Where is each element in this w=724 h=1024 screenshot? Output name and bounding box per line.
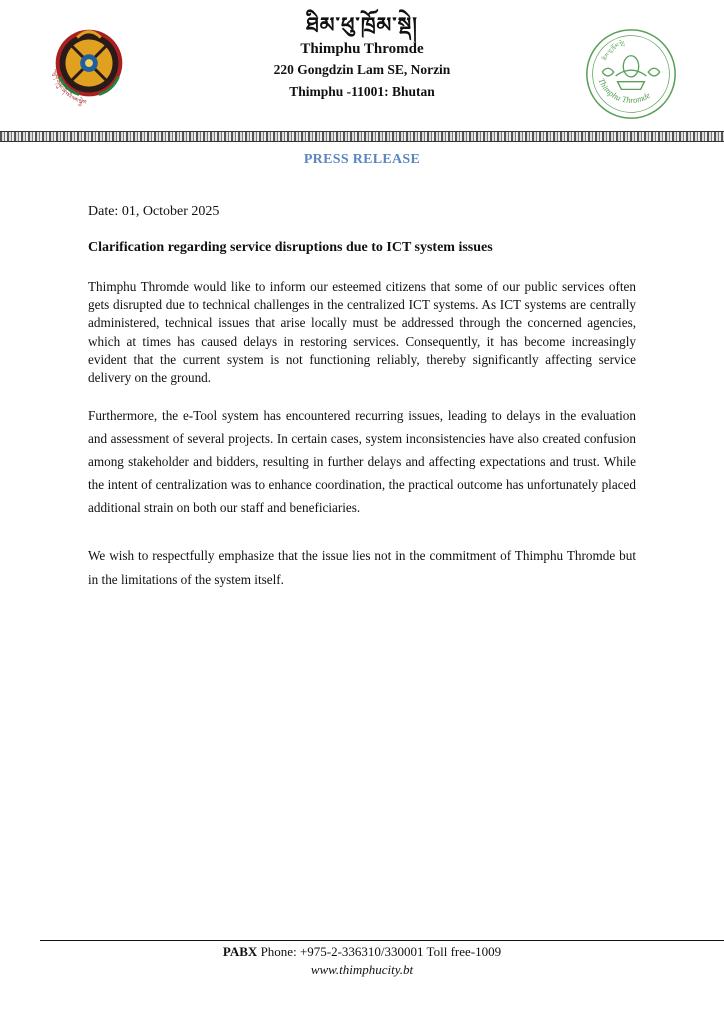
address-line-2: Thimphu -11001: Bhutan [289,84,435,99]
left-logo-text: འབྲུག་གཞུང་ཞི་བའི་ལས་སྐྱེས་ [51,68,88,107]
press-release-heading: PRESS RELEASE [303,152,421,167]
address-line-1: 220 Gongdzin Lam SE, Norzin [273,62,451,77]
footer-divider [40,940,724,941]
dzongkha-title: ཐིམ་ཕུ་ཁྲོམ་སྡེ། [306,13,418,37]
royal-government-emblem-icon [40,18,138,116]
paragraph-2: Furthermore, the e-Tool system has encountered recurring issues, leading to delays in the evaluation and assessment of several projects. In certain cases, system inconsistencies have also created confusion among stakeholder and bidders, resulting in further delays and affecting expectations and trust. While the intent of centralization was to enhance coordination, the practical outcome has unfortunately placed additional strain on both our staff and beneficiaries. [88,408,636,515]
right-logo-text-top: ཐིམ་ཕུ་ཁྲོམ་སྡེ། [602,40,626,62]
pabx-label: PABX [222,944,258,959]
footer [0,943,724,979]
svg-text:Thimphu Thromde [596,77,652,105]
phone-text: Phone: +975-2-336310/330001 Toll free-1009 [257,944,502,959]
letterhead [0,0,724,132]
release-date: Date: 01, October 2025 [88,204,220,219]
org-name: Thimphu Thromde [300,41,424,57]
paragraph-3: We wish to respectfully emphasize that the issue lies not in the commitment of Thimphu Thromde but in the limitations of the system itself. [88,548,636,587]
right-logo-text: Thimphu Thromde [596,76,653,106]
footer-contact [0,943,724,961]
decorative-border [0,131,724,142]
svg-text:ཐིམ་ཕུ་ཁྲོམ་སྡེ། [601,39,626,62]
subject-line: Clarification regarding service disruptions due to ICT system issues [88,240,493,255]
thimphu-thromde-seal-icon [583,26,679,122]
paragraph-1: Thimphu Thromde would like to inform our esteemed citizens that some of our public services often gets disrupted due to technical challenges in the centralized ICT systems. As ICT systems are centrally administered, technical issues that arise locally must be addressed through the concerned agencies, which at times has caused delays in restoring services. Consequently, it has become increasingly evident that the current system is not functioning reliably, thereby significantly affecting service delivery on the ground. [88,279,636,386]
website-link[interactable]: www.thimphucity.bt [310,962,414,977]
letterhead-center [200,12,524,103]
